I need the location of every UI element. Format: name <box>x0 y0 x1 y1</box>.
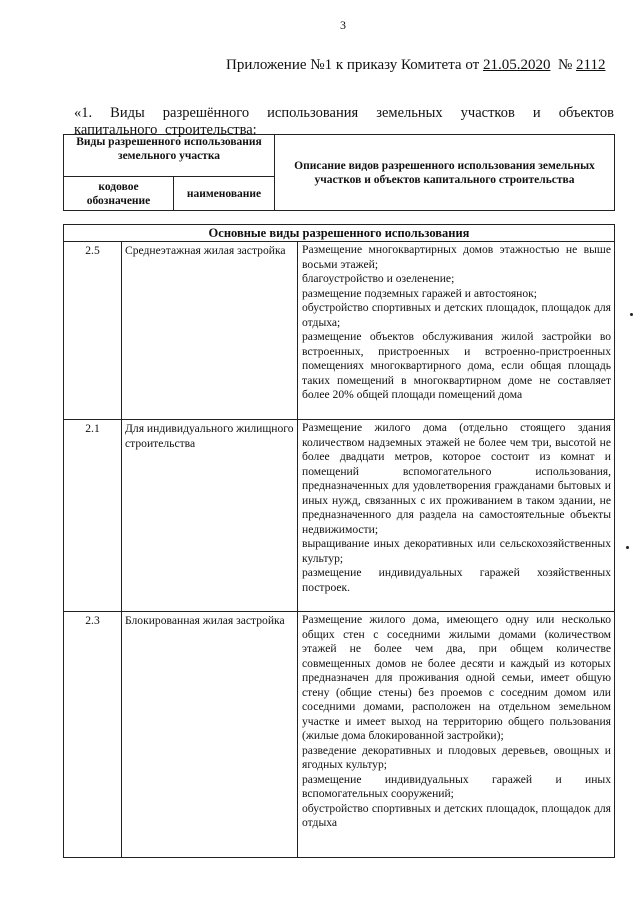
description-line: Размещение многоквартирных домов этажностью не выше восьми этажей; <box>302 243 612 271</box>
description-line: выращивание иных декоративных или сельскохозяйственных культур; <box>302 537 612 565</box>
scan-speck <box>630 313 633 316</box>
appendix-sep: № <box>550 57 577 73</box>
appendix-reference <box>226 57 616 74</box>
description-line: размещение объектов обслуживания жилой застройки во встроенных, пристроенных и встроенно-пристроенных помещениях многоквартирного дома, если общая площадь таких помещений в многоквартирном доме не составляет более 20% общей площади помещений дома <box>302 330 612 401</box>
section-title: Основные виды разрешенного использования <box>64 225 615 242</box>
table-row <box>64 612 615 858</box>
row-code: 2.3 <box>64 612 122 858</box>
description-line: размещение индивидуальных гаражей хозяйственных построек. <box>302 566 612 594</box>
description-line: благоустройство и озеленение; <box>302 272 455 285</box>
intro-paragraph: «1. Виды разрешённого использования земельных участков и объектов капитального строительства: <box>74 105 614 138</box>
row-code: 2.1 <box>64 420 122 612</box>
row-name: Для индивидуального жилищного строительства <box>122 420 298 612</box>
description-line: размещение индивидуальных гаражей и иных вспомогательных сооружений; <box>302 772 612 800</box>
order-number: 2112 <box>576 57 606 73</box>
description-line: размещение подземных гаражей и автостоянок; <box>302 286 538 300</box>
row-description <box>298 612 615 858</box>
order-date: 21.05.2020 <box>482 57 551 73</box>
description-title: Описание видов разрешенного использования земельных участков и объектов капитального строительства <box>275 135 615 211</box>
uses-table <box>63 224 615 858</box>
table-row <box>64 420 615 612</box>
scan-speck <box>626 546 629 549</box>
table-row <box>64 242 615 420</box>
appendix-prefix: Приложение №1 к приказу Комитета от <box>226 57 483 73</box>
row-name: Блокированная жилая застройка <box>122 612 298 858</box>
header-table <box>63 134 615 211</box>
page-number: 3 <box>340 18 346 32</box>
row-description <box>298 242 615 420</box>
row-code: 2.5 <box>64 242 122 420</box>
code-label: кодовое обозначение <box>64 177 174 211</box>
description-line: обустройство спортивных и детских площадок, площадок для отдыха; <box>302 301 612 329</box>
description-line: разведение декоративных и плодовых деревьев, овощных и ягодных культур; <box>302 743 612 771</box>
types-title: Виды разрешенного использования земельного участка <box>64 135 275 177</box>
description-line: Размещение жилого дома (отдельно стоящего здания количеством надземных этажей не более чем три, высотой не более двадцати метров, которое состоит из комнат и помещений вспомогательного использования, предназначенных для удовлетворения гражданами бытовых и иных нужд, связанных с их проживанием в таком здании, не предназначенного для раздела на самостоятельные объекты недвижимости; <box>302 421 612 536</box>
row-name: Среднеэтажная жилая застройка <box>122 242 298 420</box>
name-label: наименование <box>174 177 275 211</box>
row-description <box>298 420 615 612</box>
description-line: обустройство спортивных и детских площадок, площадок для отдыха <box>302 801 612 829</box>
description-line: Размещение жилого дома, имеющего одну или несколько общих стен с соседними жилыми домами (количеством этажей не более чем два, при общем количестве совмещенных домов не более десяти и каждый из которых предназначен для проживания одной семьи, имеет общую стену (общие стены) без проемов с соседним домом или соседними домами, расположен на отдельном земельном участке и имеет выход на территорию общего пользования (жилые дома блокированной застройки); <box>302 613 612 742</box>
